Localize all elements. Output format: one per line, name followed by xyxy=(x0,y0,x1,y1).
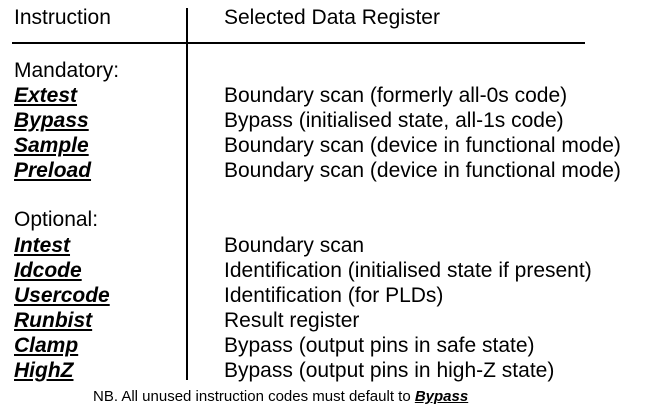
instruction-row xyxy=(0,109,671,134)
instruction-row xyxy=(0,259,671,284)
register-description: Boundary scan (device in functional mode) xyxy=(224,134,621,157)
header-divider xyxy=(12,42,585,44)
instruction-row xyxy=(0,334,671,359)
instruction-name: Sample xyxy=(14,134,89,157)
register-description: Result register xyxy=(224,309,360,332)
instruction-row xyxy=(0,309,671,334)
instruction-row xyxy=(0,284,671,309)
instruction-name: Preload xyxy=(14,159,92,182)
instruction-name: Clamp xyxy=(14,334,79,357)
register-description: Bypass (output pins in safe state) xyxy=(224,334,535,357)
instruction-name: Runbist xyxy=(14,309,93,332)
register-description: Boundary scan (device in functional mode) xyxy=(224,159,621,182)
instruction-name: Idcode xyxy=(14,259,82,282)
instruction-row xyxy=(0,134,671,159)
register-description: Bypass (initialised state, all-1s code) xyxy=(224,109,564,132)
instruction-name: Usercode xyxy=(14,284,110,307)
footnote xyxy=(93,388,468,406)
instruction-name: Intest xyxy=(14,234,71,257)
instruction-row xyxy=(0,84,671,109)
instruction-row xyxy=(0,359,671,384)
instruction-name: Bypass xyxy=(14,109,89,132)
register-description: Boundary scan xyxy=(224,234,365,257)
instruction-row xyxy=(0,159,671,184)
instruction-name: Extest xyxy=(14,84,78,107)
instruction-column-header: Instruction xyxy=(14,6,111,29)
footnote-emphasis: Bypass xyxy=(414,388,469,405)
instruction-row xyxy=(0,234,671,259)
register-description: Boundary scan (formerly all-0s code) xyxy=(224,84,568,107)
register-description: Identification (for PLDs) xyxy=(224,284,444,307)
footnote-text: NB. All unused instruction codes must default to xyxy=(93,388,415,405)
register-description: Identification (initialised state if present) xyxy=(224,259,592,282)
register-description: Bypass (output pins in high-Z state) xyxy=(224,359,555,382)
mandatory-section-title: Mandatory: xyxy=(14,59,120,82)
optional-section-title: Optional: xyxy=(14,208,99,231)
register-column-header: Selected Data Register xyxy=(224,6,440,29)
instruction-name: HighZ xyxy=(14,359,74,382)
